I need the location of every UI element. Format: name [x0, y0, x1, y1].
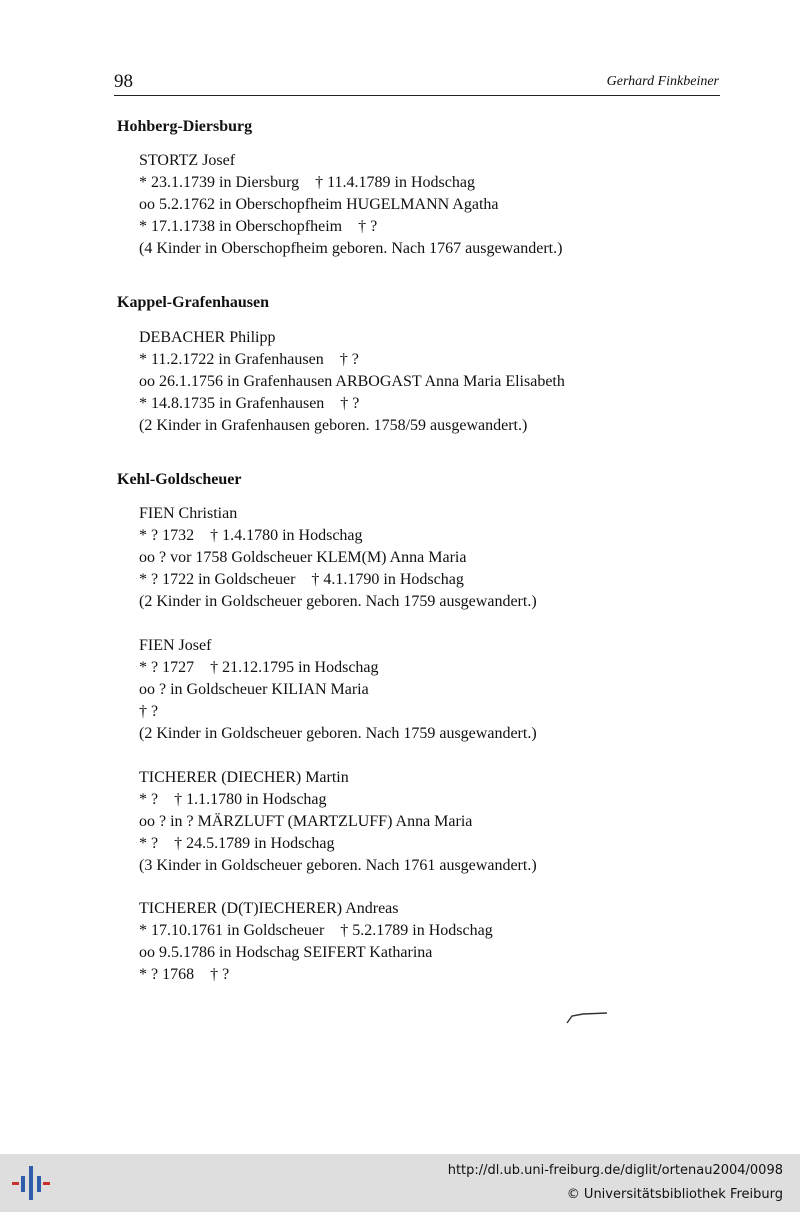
entry-line: oo ? vor 1758 Goldscheuer KLEM(M) Anna Maria: [139, 549, 467, 566]
genealogy-entry: [139, 327, 565, 437]
entry-line: * ? 1732 † 1.4.1780 in Hodschag: [139, 527, 363, 544]
document-url-link[interactable]: http://dl.ub.uni-freiburg.de/diglit/ortenau2004/0098: [447, 1163, 783, 1178]
genealogy-entry: [139, 150, 562, 260]
entry-line: * ? 1727 † 21.12.1795 in Hodschag: [139, 659, 379, 676]
entry-line: STORTZ Josef: [139, 152, 236, 169]
entry-line: (3 Kinder in Goldscheuer geboren. Nach 1761 ausgewandert.): [139, 857, 537, 874]
section-heading: Kappel-Grafenhausen: [117, 294, 270, 311]
entry-line: * ? 1722 in Goldscheuer † 4.1.1790 in Hodschag: [139, 571, 464, 588]
entry-line: * ? † 1.1.1780 in Hodschag: [139, 791, 327, 808]
entry-line: (2 Kinder in Goldscheuer geboren. Nach 1759 ausgewandert.): [139, 593, 537, 610]
entry-line: * ? † 24.5.1789 in Hodschag: [139, 835, 335, 852]
genealogy-entry: [139, 767, 537, 877]
entry-line: † ?: [139, 703, 159, 720]
header-rule: [114, 95, 720, 96]
genealogy-entry: [139, 503, 537, 613]
entry-line: (2 Kinder in Grafenhausen geboren. 1758/59 ausgewandert.): [139, 417, 528, 434]
section-heading: Kehl-Goldscheuer: [117, 471, 242, 488]
entry-line: TICHERER (D(T)IECHERER) Andreas: [139, 900, 399, 917]
entry-line: * 23.1.1739 in Diersburg † 11.4.1789 in Hodschag: [139, 174, 475, 191]
entry-line: oo ? in ? MÄRZLUFT (MARTZLUFF) Anna Maria: [139, 813, 473, 830]
entry-line: * 17.1.1738 in Oberschopfheim † ?: [139, 218, 378, 235]
entry-line: (2 Kinder in Goldscheuer geboren. Nach 1759 ausgewandert.): [139, 725, 537, 742]
pen-mark-icon: [563, 1010, 613, 1026]
entry-line: * 17.10.1761 in Goldscheuer † 5.2.1789 in Hodschag: [139, 922, 493, 939]
section-heading: Hohberg-Diersburg: [117, 118, 253, 135]
ub-freiburg-logo-icon: [10, 1162, 52, 1204]
entry-line: FIEN Josef: [139, 637, 212, 654]
genealogy-entry: [139, 898, 493, 986]
entry-line: FIEN Christian: [139, 505, 238, 522]
entry-line: (4 Kinder in Oberschopfheim geboren. Nach 1767 ausgewandert.): [139, 240, 563, 257]
entry-line: DEBACHER Philipp: [139, 329, 276, 346]
entry-line: oo 26.1.1756 in Grafenhausen ARBOGAST Anna Maria Elisabeth: [139, 373, 565, 390]
entry-line: * ? 1768 † ?: [139, 966, 230, 983]
entry-line: * 14.8.1735 in Grafenhausen † ?: [139, 395, 360, 412]
genealogy-entry: [139, 635, 537, 745]
entry-line: oo 9.5.1786 in Hodschag SEIFERT Katharina: [139, 944, 433, 961]
copyright-text: © Universitätsbibliothek Freiburg: [566, 1187, 783, 1202]
entry-line: TICHERER (DIECHER) Martin: [139, 769, 349, 786]
page-number: 98: [114, 71, 133, 92]
footer-bar: [0, 1154, 800, 1212]
entry-line: oo ? in Goldscheuer KILIAN Maria: [139, 681, 369, 698]
entry-line: oo 5.2.1762 in Oberschopfheim HUGELMANN Agatha: [139, 196, 499, 213]
running-header-author: Gerhard Finkbeiner: [606, 74, 719, 89]
entry-line: * 11.2.1722 in Grafenhausen † ?: [139, 351, 359, 368]
